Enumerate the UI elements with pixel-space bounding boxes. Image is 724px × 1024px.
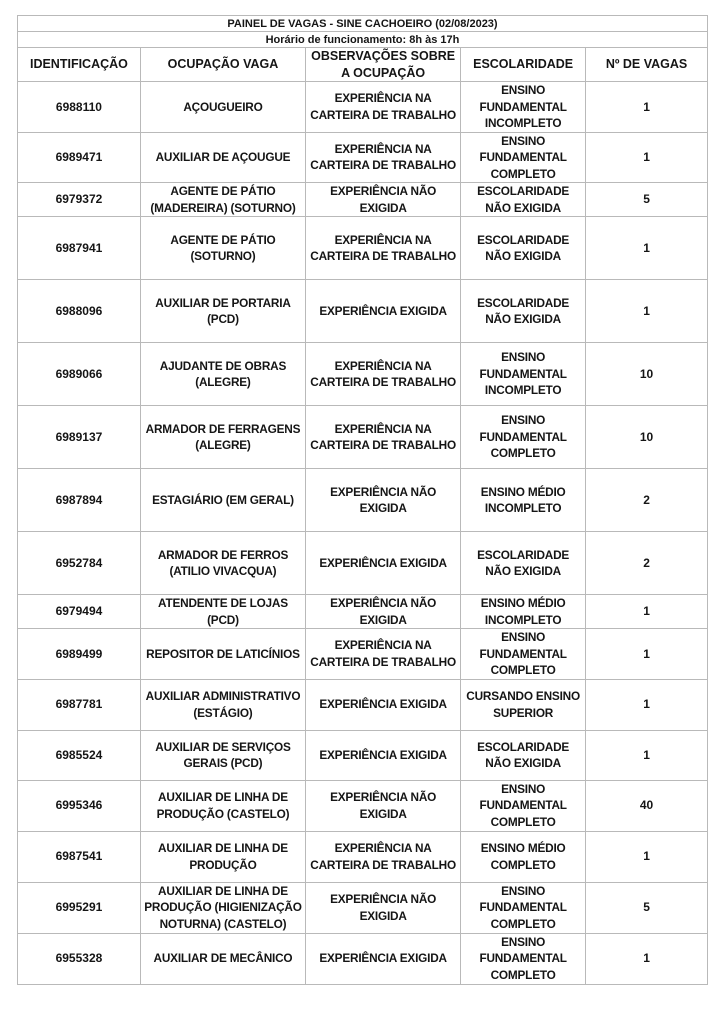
cell-ocupacao: AUXILIAR ADMINISTRATIVO (ESTÁGIO) <box>140 679 305 730</box>
cell-vagas: 1 <box>586 82 708 133</box>
cell-identificacao: 6979494 <box>18 595 141 629</box>
cell-vagas: 2 <box>586 532 708 595</box>
cell-ocupacao: AJUDANTE DE OBRAS (ALEGRE) <box>140 343 305 406</box>
table-row <box>18 343 708 406</box>
cell-observacoes: EXPERIÊNCIA EXIGIDA <box>306 532 461 595</box>
column-header-identificacao: IDENTIFICAÇÃO <box>18 48 141 82</box>
cell-vagas: 5 <box>586 882 708 933</box>
cell-escolaridade: ENSINO MÉDIO INCOMPLETO <box>461 595 586 629</box>
cell-ocupacao: ATENDENTE DE LOJAS (PCD) <box>140 595 305 629</box>
cell-observacoes: EXPERIÊNCIA NÃO EXIGIDA <box>306 469 461 532</box>
table-row <box>18 280 708 343</box>
cell-escolaridade: ENSINO FUNDAMENTAL INCOMPLETO <box>461 82 586 133</box>
cell-ocupacao: AUXILIAR DE LINHA DE PRODUÇÃO (CASTELO) <box>140 780 305 831</box>
table-row <box>18 406 708 469</box>
cell-ocupacao: ARMADOR DE FERRAGENS (ALEGRE) <box>140 406 305 469</box>
cell-vagas: 40 <box>586 780 708 831</box>
cell-observacoes: EXPERIÊNCIA NÃO EXIGIDA <box>306 595 461 629</box>
cell-escolaridade: ESCOLARIDADE NÃO EXIGIDA <box>461 532 586 595</box>
cell-ocupacao: AUXILIAR DE LINHA DE PRODUÇÃO <box>140 831 305 882</box>
cell-escolaridade: ENSINO FUNDAMENTAL COMPLETO <box>461 933 586 984</box>
cell-identificacao: 6987894 <box>18 469 141 532</box>
table-title: PAINEL DE VAGAS - SINE CACHOEIRO (02/08/2023) <box>18 16 708 32</box>
cell-observacoes: EXPERIÊNCIA EXIGIDA <box>306 933 461 984</box>
cell-vagas: 1 <box>586 217 708 280</box>
cell-escolaridade: ESCOLARIDADE NÃO EXIGIDA <box>461 280 586 343</box>
cell-ocupacao: AUXILIAR DE PORTARIA (PCD) <box>140 280 305 343</box>
cell-identificacao: 6952784 <box>18 532 141 595</box>
cell-escolaridade: ENSINO FUNDAMENTAL COMPLETO <box>461 629 586 680</box>
cell-escolaridade: ESCOLARIDADE NÃO EXIGIDA <box>461 217 586 280</box>
table-row <box>18 679 708 730</box>
cell-escolaridade: ENSINO MÉDIO INCOMPLETO <box>461 469 586 532</box>
header-row <box>18 48 708 82</box>
cell-vagas: 10 <box>586 343 708 406</box>
cell-identificacao: 6979372 <box>18 183 141 217</box>
table-row <box>18 629 708 680</box>
cell-escolaridade: ENSINO FUNDAMENTAL COMPLETO <box>461 882 586 933</box>
cell-observacoes: EXPERIÊNCIA EXIGIDA <box>306 730 461 780</box>
cell-ocupacao: ESTAGIÁRIO (EM GERAL) <box>140 469 305 532</box>
cell-identificacao: 6985524 <box>18 730 141 780</box>
cell-vagas: 10 <box>586 406 708 469</box>
table-row <box>18 469 708 532</box>
cell-vagas: 5 <box>586 183 708 217</box>
cell-identificacao: 6987781 <box>18 679 141 730</box>
cell-vagas: 2 <box>586 469 708 532</box>
cell-identificacao: 6989471 <box>18 132 141 183</box>
cell-escolaridade: ENSINO FUNDAMENTAL INCOMPLETO <box>461 343 586 406</box>
cell-identificacao: 6988096 <box>18 280 141 343</box>
cell-ocupacao: AGENTE DE PÁTIO (SOTURNO) <box>140 217 305 280</box>
cell-ocupacao: AUXILIAR DE AÇOUGUE <box>140 132 305 183</box>
subtitle-row <box>18 32 708 48</box>
cell-observacoes: EXPERIÊNCIA NA CARTEIRA DE TRABALHO <box>306 343 461 406</box>
column-header-vagas: Nº DE VAGAS <box>586 48 708 82</box>
cell-vagas: 1 <box>586 831 708 882</box>
column-header-observacoes: OBSERVAÇÕES SOBRE A OCUPAÇÃO <box>306 48 461 82</box>
cell-vagas: 1 <box>586 280 708 343</box>
column-header-escolaridade: ESCOLARIDADE <box>461 48 586 82</box>
table-row <box>18 780 708 831</box>
cell-vagas: 1 <box>586 730 708 780</box>
cell-vagas: 1 <box>586 132 708 183</box>
table-row <box>18 82 708 133</box>
table-row <box>18 132 708 183</box>
cell-escolaridade: ENSINO FUNDAMENTAL COMPLETO <box>461 780 586 831</box>
table-subtitle: Horário de funcionamento: 8h às 17h <box>18 32 708 48</box>
cell-escolaridade: CURSANDO ENSINO SUPERIOR <box>461 679 586 730</box>
cell-observacoes: EXPERIÊNCIA NA CARTEIRA DE TRABALHO <box>306 831 461 882</box>
cell-observacoes: EXPERIÊNCIA EXIGIDA <box>306 679 461 730</box>
table-row <box>18 217 708 280</box>
cell-observacoes: EXPERIÊNCIA NA CARTEIRA DE TRABALHO <box>306 132 461 183</box>
table-row <box>18 882 708 933</box>
cell-ocupacao: AUXILIAR DE LINHA DE PRODUÇÃO (HIGIENIZAÇÃO NOTURNA) (CASTELO) <box>140 882 305 933</box>
cell-ocupacao: AÇOUGUEIRO <box>140 82 305 133</box>
cell-escolaridade: ENSINO MÉDIO COMPLETO <box>461 831 586 882</box>
cell-ocupacao: REPOSITOR DE LATICÍNIOS <box>140 629 305 680</box>
cell-identificacao: 6995291 <box>18 882 141 933</box>
cell-observacoes: EXPERIÊNCIA NÃO EXIGIDA <box>306 882 461 933</box>
table-row <box>18 730 708 780</box>
cell-ocupacao: ARMADOR DE FERROS (ATILIO VIVACQUA) <box>140 532 305 595</box>
cell-vagas: 1 <box>586 933 708 984</box>
table-row <box>18 595 708 629</box>
cell-ocupacao: AUXILIAR DE MECÂNICO <box>140 933 305 984</box>
cell-observacoes: EXPERIÊNCIA NA CARTEIRA DE TRABALHO <box>306 82 461 133</box>
cell-vagas: 1 <box>586 595 708 629</box>
table-row <box>18 831 708 882</box>
cell-identificacao: 6987941 <box>18 217 141 280</box>
cell-observacoes: EXPERIÊNCIA NA CARTEIRA DE TRABALHO <box>306 217 461 280</box>
job-vacancies-table <box>17 15 708 985</box>
cell-ocupacao: AUXILIAR DE SERVIÇOS GERAIS (PCD) <box>140 730 305 780</box>
cell-escolaridade: ENSINO FUNDAMENTAL COMPLETO <box>461 132 586 183</box>
cell-observacoes: EXPERIÊNCIA NA CARTEIRA DE TRABALHO <box>306 406 461 469</box>
cell-escolaridade: ESCOLARIDADE NÃO EXIGIDA <box>461 183 586 217</box>
cell-vagas: 1 <box>586 629 708 680</box>
cell-escolaridade: ESCOLARIDADE NÃO EXIGIDA <box>461 730 586 780</box>
cell-observacoes: EXPERIÊNCIA EXIGIDA <box>306 280 461 343</box>
title-row <box>18 16 708 32</box>
cell-identificacao: 6995346 <box>18 780 141 831</box>
table-row <box>18 183 708 217</box>
cell-ocupacao: AGENTE DE PÁTIO (MADEREIRA) (SOTURNO) <box>140 183 305 217</box>
cell-identificacao: 6989137 <box>18 406 141 469</box>
cell-identificacao: 6989066 <box>18 343 141 406</box>
cell-identificacao: 6988110 <box>18 82 141 133</box>
cell-identificacao: 6989499 <box>18 629 141 680</box>
cell-identificacao: 6987541 <box>18 831 141 882</box>
cell-observacoes: EXPERIÊNCIA NÃO EXIGIDA <box>306 780 461 831</box>
cell-identificacao: 6955328 <box>18 933 141 984</box>
cell-escolaridade: ENSINO FUNDAMENTAL COMPLETO <box>461 406 586 469</box>
table-row <box>18 532 708 595</box>
cell-vagas: 1 <box>586 679 708 730</box>
table-row <box>18 933 708 984</box>
column-header-ocupacao: OCUPAÇÃO VAGA <box>140 48 305 82</box>
cell-observacoes: EXPERIÊNCIA NA CARTEIRA DE TRABALHO <box>306 629 461 680</box>
cell-observacoes: EXPERIÊNCIA NÃO EXIGIDA <box>306 183 461 217</box>
